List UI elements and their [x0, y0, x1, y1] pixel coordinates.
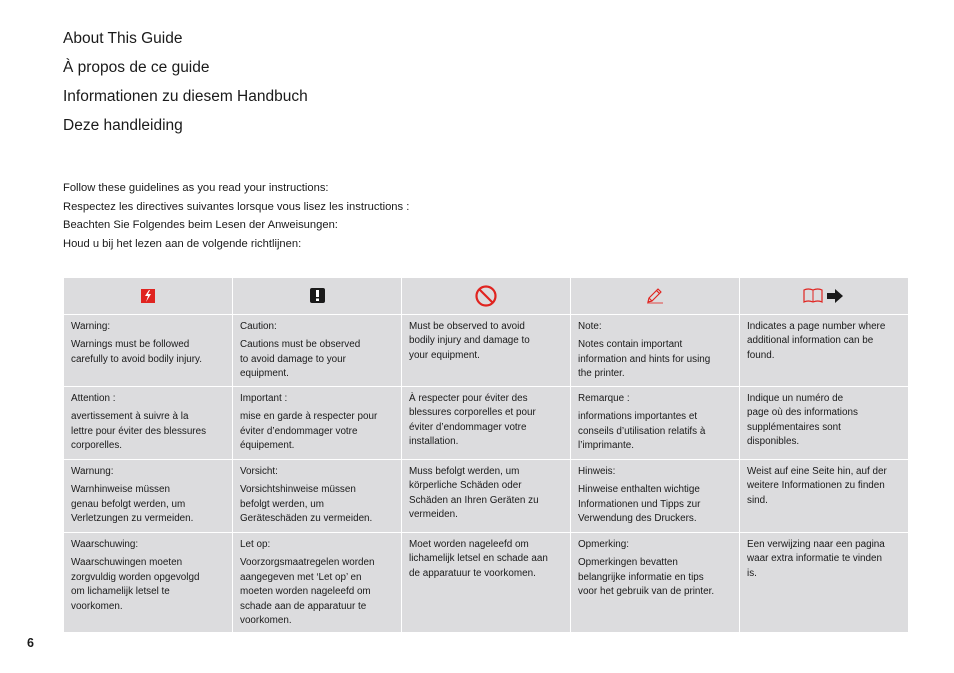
warning-label: Waarschuwing: — [71, 539, 139, 550]
reference-cell — [740, 387, 909, 460]
warning-label: Warning: — [71, 321, 111, 332]
warning-label: Warnung: — [71, 466, 114, 477]
note-cell — [571, 533, 740, 633]
must-observe-cell — [402, 460, 571, 533]
warning-text: Warnhinweise müssen genau befolgt werden, um Verletzungen zu vermeiden. — [71, 484, 194, 525]
caution-icon — [310, 288, 325, 303]
warning-cell — [64, 460, 233, 533]
reference-text: Indique un numéro de page où des informations supplémentaires sont disponibles. — [747, 393, 858, 448]
reference-text: Een verwijzing naar een pagina waar extra informatie te vinden is. — [747, 539, 885, 579]
page-title-en: About This Guide — [63, 30, 183, 47]
warning-text: Warnings must be followed carefully to avoid bodily injury. — [71, 339, 202, 365]
caution-cell — [233, 460, 402, 533]
must-observe-text: Must be observed to avoid bodily injury and damage to your equipment. — [409, 321, 530, 361]
caution-cell — [233, 533, 402, 633]
must-observe-column-header — [402, 278, 571, 315]
intro-line-nl: Houd u bij het lezen aan de volgende richtlijnen: — [63, 237, 302, 250]
intro-line-de: Beachten Sie Folgendes beim Lesen der Anweisungen: — [63, 219, 338, 231]
note-text: Opmerkingen bevatten belangrijke informatie en tips voor het gebruik van de printer. — [578, 557, 715, 598]
warning-cell — [64, 387, 233, 460]
caution-text: mise en garde à respecter pour éviter d’endommager votre équipement. — [240, 411, 378, 452]
note-cell — [571, 315, 740, 387]
note-label: Note: — [578, 321, 602, 332]
prohibited-icon — [475, 285, 497, 307]
caution-label: Caution: — [240, 321, 277, 332]
must-observe-text: Muss befolgt werden, um körperliche Schäden oder Schäden an Ihren Geräten zu vermeiden. — [409, 466, 539, 521]
title-block — [63, 24, 308, 140]
note-cell — [571, 460, 740, 533]
table-header-row — [64, 278, 909, 315]
page-reference-icon — [803, 287, 845, 305]
table-row — [64, 315, 909, 387]
table-row — [64, 533, 909, 633]
caution-cell — [233, 387, 402, 460]
page-number: 6 — [27, 636, 34, 650]
caution-text: Voorzorgsmaatregelen worden aangegeven met ‘Let op’ en moeten worden nageleefd om schade aan de apparatuur te voorkomen. — [240, 557, 375, 627]
reference-cell — [740, 315, 909, 387]
warning-text: Waarschuwingen moeten zorgvuldig worden opgevolgd om lichamelijk letsel te voorkomen. — [71, 557, 200, 612]
caution-text: Vorsichtshinweise müssen befolgt werden, um Geräteschäden zu vermeiden. — [240, 484, 373, 525]
note-column-header — [571, 278, 740, 315]
must-observe-cell — [402, 533, 571, 633]
page-title-fr: À propos de ce guide — [63, 59, 210, 76]
caution-label: Important : — [240, 393, 288, 404]
note-text: informations importantes et conseils d’utilisation relatifs à l’imprimante. — [578, 411, 706, 452]
note-text: Notes contain important information and hints for using the printer. — [578, 339, 711, 380]
warning-column-header — [64, 278, 233, 315]
warning-cell — [64, 315, 233, 387]
caution-cell — [233, 315, 402, 387]
must-observe-text: À respecter pour éviter des blessures corporelles et pour éviter d’endommager votre installation. — [409, 393, 536, 448]
caution-text: Cautions must be observed to avoid damage to your equipment. — [240, 339, 361, 380]
caution-column-header — [233, 278, 402, 315]
pencil-note-icon — [646, 288, 664, 304]
warning-label: Attention : — [71, 393, 116, 404]
must-observe-cell — [402, 315, 571, 387]
table-row — [64, 460, 909, 533]
note-label: Remarque : — [578, 393, 630, 404]
note-text: Hinweise enthalten wichtige Informationen und Tipps zur Verwendung des Druckers. — [578, 484, 701, 525]
caution-label: Let op: — [240, 539, 271, 550]
warning-icon — [141, 289, 155, 303]
note-cell — [571, 387, 740, 460]
warning-text: avertissement à suivre à la lettre pour éviter des blessures corporelles. — [71, 411, 207, 452]
reference-text: Indicates a page number where additional information can be found. — [747, 321, 886, 361]
caution-label: Vorsicht: — [240, 466, 278, 477]
page-title-nl: Deze handleiding — [63, 117, 183, 134]
reference-cell — [740, 460, 909, 533]
intro-line-fr: Respectez les directives suivantes lorsque vous lisez les instructions : — [63, 200, 410, 213]
intro-block — [63, 179, 409, 253]
must-observe-cell — [402, 387, 571, 460]
reference-cell — [740, 533, 909, 633]
warning-cell — [64, 533, 233, 633]
intro-line-en: Follow these guidelines as you read your instructions: — [63, 182, 329, 194]
reference-text: Weist auf eine Seite hin, auf der weitere Informationen zu finden sind. — [747, 466, 887, 506]
page-title-de: Informationen zu diesem Handbuch — [63, 88, 308, 105]
table-row — [64, 387, 909, 460]
note-label: Hinweis: — [578, 466, 616, 477]
symbols-table — [63, 277, 909, 633]
note-label: Opmerking: — [578, 539, 630, 550]
must-observe-text: Moet worden nageleefd om lichamelijk letsel en schade aan de apparatuur te voorkomen. — [409, 539, 548, 579]
reference-column-header — [740, 278, 909, 315]
